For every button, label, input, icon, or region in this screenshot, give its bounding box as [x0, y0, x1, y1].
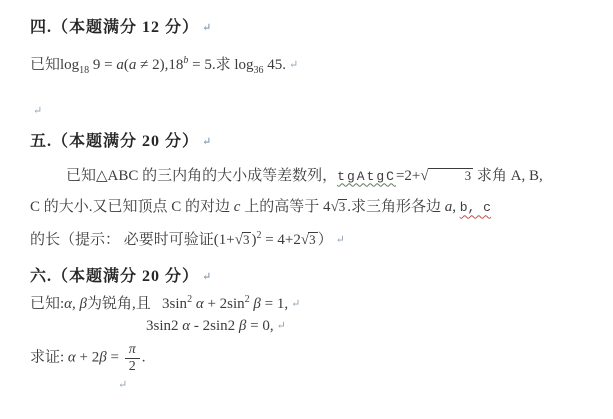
text-run: tgAtgC — [337, 168, 396, 184]
text-run: 2 — [256, 230, 262, 241]
text-run: α — [192, 295, 204, 312]
text-run: 已知△ABC 的三内角的大小成等差数列， — [66, 167, 338, 184]
paragraph-return-mark-icon: ↵ — [291, 297, 301, 310]
empty-paragraph-mark — [30, 102, 599, 118]
text-run: = — [106, 349, 123, 366]
paragraph-return-mark-icon: ↵ — [289, 59, 299, 71]
paragraph-return-mark-icon: ↵ — [335, 234, 345, 246]
text-run: ( — [123, 57, 129, 73]
text-run: 六.（本题满分 20 分） — [30, 267, 200, 285]
text-run: 已知: — [30, 295, 65, 312]
text-run: β — [238, 317, 247, 334]
text-run: + 2 — [75, 349, 100, 366]
text-run: ≠ 2),18 — [136, 57, 184, 73]
problem-6-heading — [30, 267, 599, 287]
text-run: β — [249, 295, 261, 312]
text-run: + 2sin — [203, 295, 245, 312]
paragraph-return-mark-icon: ↵ — [202, 270, 213, 283]
paragraph-return-mark-icon: ↵ — [202, 135, 213, 148]
text-run: ） — [317, 232, 333, 248]
text-run: b — [183, 55, 189, 66]
problem-5-line-3 — [30, 230, 599, 250]
text-run: c — [233, 199, 241, 216]
text-run: 上的高等于 4 — [240, 199, 331, 216]
text-run: α, β — [64, 295, 88, 312]
text-run: 2 — [187, 293, 193, 305]
text-run: 求角 A, B, — [473, 167, 543, 184]
paragraph-return-mark-icon: ↵ — [276, 319, 286, 332]
text-run: - 2sin2 — [190, 317, 239, 334]
text-run: = 0, — [246, 317, 274, 334]
problem-4-heading — [30, 18, 599, 38]
text-run: =2+ — [395, 167, 421, 184]
text-run: .求三角形各边 — [347, 199, 445, 216]
text-run: a — [128, 57, 137, 73]
text-run: 9 = — [89, 57, 117, 73]
problem-5-line-2 — [30, 198, 599, 217]
text-run: α — [67, 349, 76, 366]
text-run: 的长（提示： 必要时可验证(1+ — [30, 232, 235, 248]
text-run: 为锐角,且 — [87, 295, 163, 312]
text-run: 四.（本题满分 12 分） — [30, 19, 200, 36]
text-run: ) — [251, 232, 257, 248]
text-run: = 4+2 — [261, 232, 301, 248]
problem-6-line-3 — [30, 342, 599, 374]
text-run: C 的大小.又已知顶点 C 的对边 — [30, 199, 234, 216]
text-run: 45. — [263, 57, 287, 73]
text-run: 18 — [79, 65, 90, 76]
text-run: a — [444, 199, 453, 216]
sqrt-expression: √3 — [300, 232, 316, 248]
text-run: a — [116, 57, 124, 73]
text-run: = 1, — [260, 295, 289, 312]
problem-4-body — [30, 55, 599, 78]
text-run: 求证: — [30, 349, 68, 366]
text-run: 3sin — [162, 295, 188, 312]
paragraph-return-mark-icon: ↵ — [202, 22, 213, 34]
end-paragraph-mark — [30, 376, 599, 390]
text-run: 36 — [253, 65, 264, 76]
text-run: 五.（本题满分 20 分） — [30, 132, 200, 150]
problem-5-heading — [30, 132, 599, 152]
paragraph-return-mark-icon: ↵ — [33, 104, 43, 117]
text-run: 3sin2 — [146, 317, 183, 334]
text-run: α — [182, 317, 191, 334]
text-run: = 5.求 log — [188, 57, 254, 73]
problem-5-line-1 — [30, 167, 599, 186]
sqrt-expression: √3 — [234, 232, 250, 248]
sqrt-expression: √ 3 — [420, 167, 472, 184]
sqrt-expression: √3 — [330, 199, 346, 216]
text-run: b, c — [459, 200, 491, 216]
text-run: 已知log — [30, 57, 80, 73]
problem-6-line-1 — [30, 294, 599, 314]
paragraph-return-mark-icon: ↵ — [118, 379, 128, 392]
text-run: , — [452, 199, 460, 216]
text-run: 2 — [244, 293, 250, 305]
text-run: β — [99, 349, 107, 366]
problem-6-line-2 — [30, 317, 599, 336]
fraction: $\frac{\pi}{2}$ — [125, 342, 140, 374]
text-run: . — [141, 349, 146, 366]
